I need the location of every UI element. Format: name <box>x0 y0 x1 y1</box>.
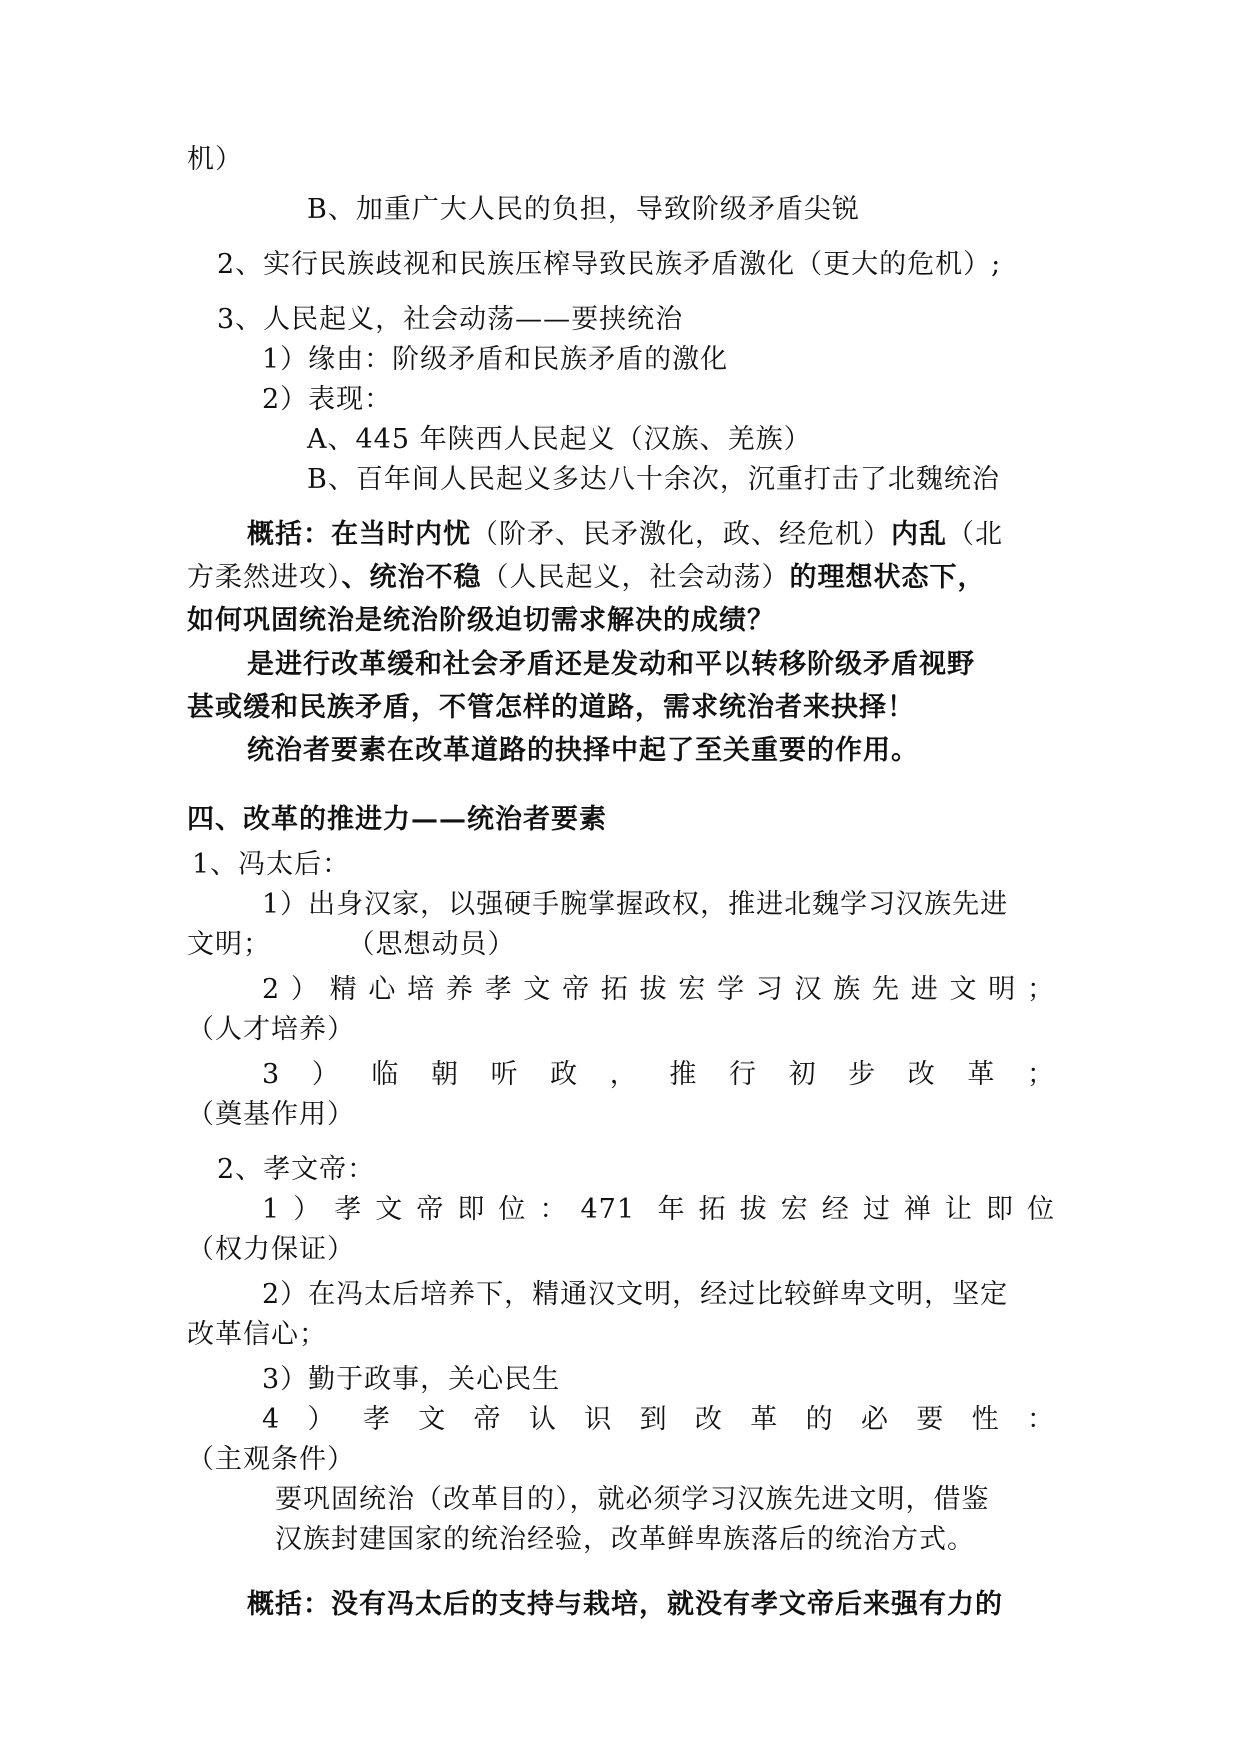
text-line: 机） <box>187 144 243 175</box>
text-line: （人才培养） <box>187 1014 355 1045</box>
text-line: 2、实行民族歧视和民族压榨导致民族矛盾激化（更大的危机）; <box>217 249 1002 280</box>
summary-paragraph-line: 是进行改革缓和社会矛盾还是发动和平以转移阶级矛盾视野 <box>247 649 975 680</box>
section-heading: 四、改革的推进力——统治者要素 <box>187 804 607 835</box>
text-line: B、加重广大人民的负担，导致阶级矛盾尖锐 <box>307 194 860 225</box>
text-line: 2）在冯太后培养下，精通汉文明，经过比较鲜卑文明，坚定 <box>262 1279 1009 1310</box>
summary-paragraph-line: 统治者要素在改革道路的抉择中起了至关重要的作用。 <box>247 735 919 766</box>
text-line: 2）表现： <box>262 384 393 415</box>
text-line: （权力保证） <box>187 1234 355 1265</box>
text-line: 改革信心； <box>187 1319 327 1350</box>
text-line: 汉族封建国家的统治经验，改革鲜卑族落后的统治方式。 <box>275 1524 975 1555</box>
text-line: B、百年间人民起义多达八十余次，沉重打击了北魏统治 <box>307 464 1000 495</box>
text-line: 1）孝文帝即位：471 年拓拔宏经过禅让即位 <box>262 1194 1055 1225</box>
text-line: （主观条件） <box>187 1444 355 1475</box>
text-line: （奠基作用） <box>187 1099 355 1130</box>
summary-label: 概括：在当时内忧 <box>247 519 471 550</box>
text-line: 1）缘由：阶级矛盾和民族矛盾的激化 <box>262 344 729 375</box>
text-line: 3、人民起义，社会动荡——要挟统治 <box>217 304 684 335</box>
text-line: 3）临朝听政，推行初步改革； <box>262 1059 1055 1090</box>
text-line: 4）孝文帝认识到改革的必要性： <box>262 1404 1055 1435</box>
text-line: 2、孝文帝： <box>217 1154 376 1185</box>
summary-paragraph-line: 如何巩固统治是统治阶级迫切需求解决的成绩？ <box>187 605 775 636</box>
summary-paragraph-line: 概括：在当时内忧（阶矛、民矛激化，政、经危机）内乱（北 <box>247 519 1003 550</box>
summary-paragraph-line: 方柔然进攻）、统治不稳（人民起义，社会动荡）的理想状态下， <box>187 562 986 593</box>
text-line: 2）精心培养孝文帝拓拔宏学习汉族先进文明； <box>262 974 1055 1005</box>
summary-paragraph-line: 甚或缓和民族矛盾，不管怎样的道路，需求统治者来抉择！ <box>187 692 915 723</box>
text-line: 要巩固统治（改革目的），就必须学习汉族先进文明，借鉴 <box>275 1484 990 1515</box>
text-line: 1）出身汉家，以强硬手腕掌握政权，推进北魏学习汉族先进 <box>262 889 1009 920</box>
text-line: 3）勤于政事，关心民生 <box>262 1364 561 1395</box>
text-line: 文明； （思想动员） <box>187 929 516 960</box>
summary-paragraph-line: 概括：没有冯太后的支持与栽培，就没有孝文帝后来强有力的 <box>247 1589 1003 1620</box>
text-line: A、445 年陕西人民起义（汉族、羌族） <box>307 424 812 455</box>
text-line: 1、冯太后： <box>192 849 351 880</box>
